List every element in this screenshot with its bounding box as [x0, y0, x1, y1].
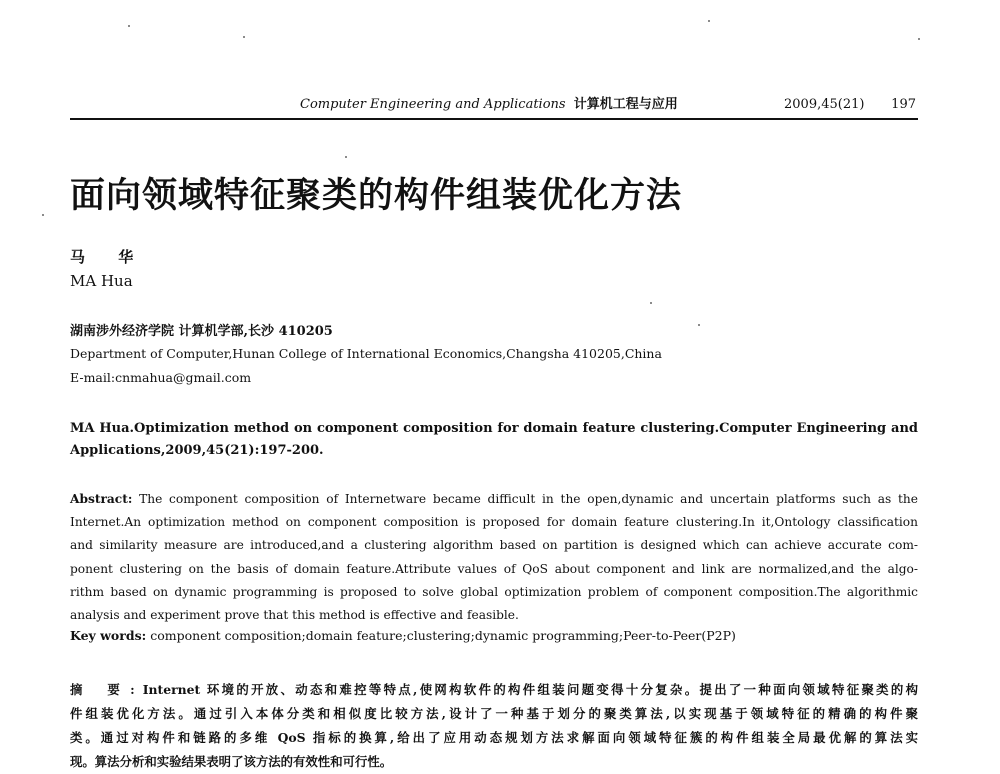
paper-title: 面向领域特征聚类的构件组装优化方法 [70, 175, 683, 216]
english-abstract [70, 488, 918, 627]
scan-speck [42, 214, 44, 216]
journal-name-cn: 计算机工程与应用 [573, 97, 678, 112]
keywords [70, 628, 918, 643]
scan-speck [918, 38, 920, 40]
citation-line: MA Hua.Optimization method on component composition for domain feature clustering.Computer Engineering and [70, 421, 918, 436]
scan-speck [243, 36, 245, 38]
keywords-text: component composition;domain feature;clustering;dynamic programming;Peer-to-Peer(P2P) [146, 628, 736, 643]
cn-abstract-line [70, 678, 918, 702]
author-email: E-mail:cnmahua@gmail.com [70, 370, 252, 385]
volume-issue: 2009,45(21) [784, 97, 865, 112]
cn-abstract-line: 类。通过对构件和链路的多维 QoS 指标的换算,给出了应用动态规划方法求解面向领域特征簇的构件组装全局最优解的算法实 [70, 730, 918, 745]
header-rule [70, 118, 918, 120]
abstract-line: analysis and experiment prove that this method is effective and feasible. [70, 608, 519, 623]
cn-abstract-line: 件组装优化方法。通过引入本体分类和相似度比较方法,设计了一种基于划分的聚类算法,以实现基于领域特征的精确的构件聚 [70, 706, 918, 721]
abstract-line: rithm based on dynamic programming is proposed to solve global optimization problem of component composition.The algorithmic [70, 584, 918, 599]
scan-speck [708, 20, 710, 22]
affiliation-cn: 湖南涉外经济学院 计算机学部,长沙 410205 [70, 324, 333, 339]
author-name-cn: 马 华 [70, 248, 148, 266]
cn-abstract-text: Internet 环境的开放、动态和难控等特点,使网构软件的构件组装问题变得十分复杂。提出了一种面向领域特征聚类的构 [142, 682, 919, 697]
page-number: 197 [891, 97, 916, 112]
abstract-line: ponent clustering on the basis of domain feature.Attribute values of QoS about component and link are normalized,and the algo- [70, 561, 918, 576]
cn-abstract-line: 现。算法分析和实验结果表明了该方法的有效性和可行性。 [70, 754, 393, 769]
scan-speck [345, 156, 347, 158]
abstract-line: Internet.An optimization method on component composition is proposed for domain feature clustering.In it,Ontology classification [70, 515, 918, 530]
scan-speck [128, 25, 130, 27]
citation [70, 418, 918, 462]
citation-line: Applications,2009,45(21):197-200. [70, 443, 324, 458]
journal-name-en: Computer Engineering and Applications [300, 97, 566, 112]
abstract-line: and similarity measure are introduced,and a clustering algorithm based on partition is designed which can achieve accurate com- [70, 538, 918, 553]
keywords-label: Key words: [70, 628, 147, 643]
cn-abstract-label: 摘 要: [70, 682, 143, 697]
abstract-line [70, 488, 918, 511]
scan-speck [698, 324, 700, 326]
abstract-text: The component composition of Internetware became difficult in the open,dynamic and uncertain platforms such as the [132, 492, 918, 506]
abstract-label: Abstract: [70, 492, 133, 506]
running-head [300, 96, 918, 114]
scan-speck [650, 302, 652, 304]
affiliation-en: Department of Computer,Hunan College of International Economics,Changsha 410205,China [70, 346, 662, 361]
author-name-en: MA Hua [70, 272, 133, 290]
